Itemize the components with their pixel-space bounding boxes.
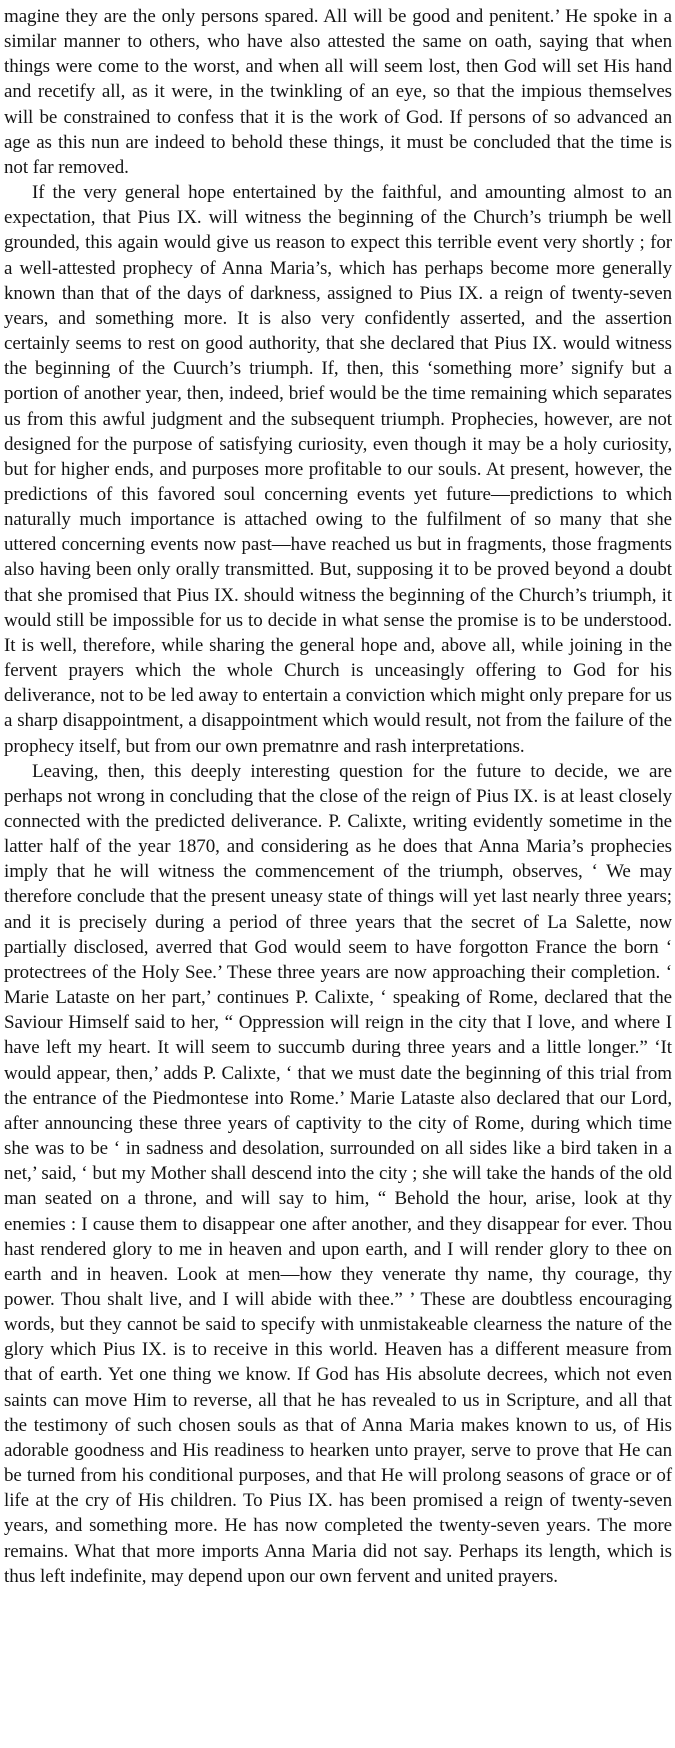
paragraph-3: Leaving, then, this deeply interesting question for the future to decide, we are perhaps not wrong in concluding that the close of the reign of Pius IX. is at least closely connected with the predicted deliverance. P. Calixte, writing evidently sometime in the latter half of the year 1870, and considering as he does that Anna Maria’s prophecies imply that he will witness the commencement of the triumph, observes, ‘ We may therefore conclude that the present uneasy state of things will yet last nearly three years; and it is precisely during a period of three years that the secret of La Salette, now partially disclosed, averred that God would seem to have forgotton France the born ‘ protectrees of the Holy See.’ These three years are now approaching their completion. ‘ Marie Lataste on her part,’ continues P. Calixte, ‘ speaking of Rome, declared that the Saviour Himself said to her, “ Oppression will reign in the city that I love, and where I have left my heart. It will seem to succumb during three years and a little longer.” ‘It would appear, then,’ adds P. Calixte, ‘ that we must date the beginning of this trial from the entrance of the Piedmontese into Rome.’ Marie Lataste also declared that our Lord, after announcing these three years of captivity to the city of Rome, during which time she was to be ‘ in sadness and desolation, surrounded on all sides like a bird taken in a net,’ said, ‘ but my Mother shall descend into the city ; she will take the hands of the old man seated on a throne, and will say to him, “ Behold the hour, arise, look at thy enemies : I cause them to disappear one after another, and they disappear for ever. Thou hast rendered glory to me in heaven and upon earth, and I will render glory to thee on earth and in heaven. Look at men—how they venerate thy name, thy courage, thy power. Thou shalt live, and I will abide with thee.” ’ These are doubtless encouraging words, but they cannot be said to specify with unmistakeable clearness the nature of the glory which Pius IX. is to receive in this world. Heaven has a different measure from that of earth. Yet one thing we know. If God has His absolute decrees, which not even saints can move Him to reverse, all that he has revealed to us in Scripture, and all that the testimony of such chosen souls as that of Anna Maria makes known to us, of His adorable goodness and His readiness to hearken unto prayer, serve to prove that He can be turned from his conditional purposes, and that He will prolong seasons of grace or of life at the cry of His children. To Pius IX. has been promised a reign of twenty-seven years, and something more. He has now completed the twenty-seven years. The more remains. What that more imports Anna Maria did not say. Perhaps its length, which is thus left indefinite, may depend upon our own fervent and united prayers.: [4, 760, 672, 1587]
paragraph-2: If the very general hope entertained by the faithful, and amounting almost to an expectation, that Pius IX. will witness the beginning of the Church’s triumph be well grounded, this again would give us reason to expect this terrible event very shortly ; for a well-attested prophecy of Anna Maria’s, which has perhaps become more generally known than that of the days of darkness, assigned to Pius IX. a reign of twenty-seven years, and something more. It is also very confidently asserted, and the assertion certainly seems to rest on good authority, that she declared that Pius IX. would witness the beginning of the Cuurch’s triumph. If, then, this ‘something more’ signify but a portion of another year, then, indeed, brief would be the time remaining which separates us from this awful judgment and the subsequent triumph. Prophecies, however, are not designed for the purpose of satisfying curiosity, even though it may be a holy curiosity, but for higher ends, and purposes more profitable to our souls. At present, however, the predictions of this favored soul concerning events yet future—predictions to which naturally much importance is attached owing to the fulfilment of so many that she uttered concerning events now past—have reached us but in fragments, those fragments also having been only orally transmitted. But, supposing it to be proved beyond a doubt that she promised that Pius IX. should witness the beginning of the Church’s triumph, it would still be impossible for us to decide in what sense the promise is to be understood. It is well, therefore, while sharing the general hope and, above all, while joining in the fervent prayers which the whole Church is unceasingly offering to God for his deliverance, not to be led away to entertain a conviction which might only prepare for us a sharp disappointment, a disappointment which would result, not from the failure of the prophecy itself, but from our own prematnre and rash interpretations.: [4, 182, 672, 757]
paragraph-1: magine they are the only persons spared. All will be good and penitent.’ He spoke in a similar manner to others, who have also attested the same on oath, saying that when things were come to the worst, and when all will seem lost, then God will set His hand and recetify all, as it were, in the twinkling of an eye, so that the impious themselves will be constrained to confess that it is the work of God. If persons of so advanced an age as this nun are indeed to behold these things, it must be concluded that the time is not far removed.: [4, 6, 672, 178]
